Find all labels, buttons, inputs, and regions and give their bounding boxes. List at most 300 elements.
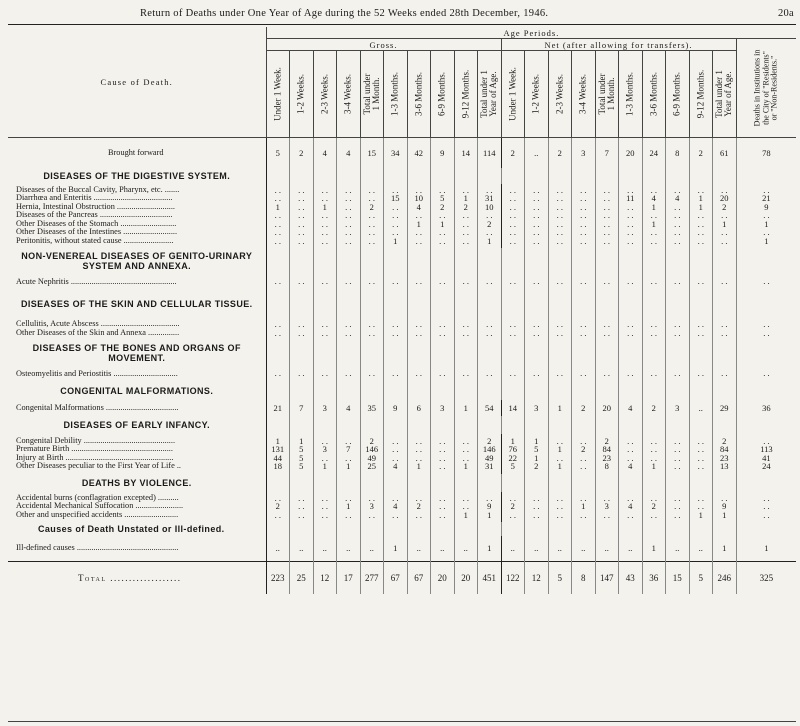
gross-column-header — [454, 51, 478, 138]
violence-labels — [8, 492, 266, 522]
empty-cell — [431, 416, 455, 434]
empty-marker: . . . . — [321, 319, 328, 338]
value-lines: . . . . . . . . — [439, 435, 446, 471]
empty-cell — [360, 474, 384, 492]
empty-cell — [548, 366, 572, 382]
empty-cell — [266, 474, 290, 492]
empty-marker: . . — [650, 368, 657, 379]
value-cell: 5 — [689, 562, 713, 594]
empty-cell — [266, 168, 290, 184]
empty-marker: . . — [533, 368, 540, 379]
empty-marker: . . — [627, 276, 634, 287]
value-cell: 36 — [642, 562, 666, 594]
value-lines: . . 1 . . — [580, 492, 587, 520]
empty-cell — [337, 382, 361, 400]
digestive-labels — [8, 184, 266, 248]
value-cell: .. — [454, 536, 478, 562]
value-cell — [501, 434, 525, 474]
empty-cell — [642, 340, 666, 366]
empty-marker: . . — [763, 276, 770, 287]
empty-cell — [360, 290, 384, 318]
column-header-label: 3-4 Weeks. — [342, 73, 353, 115]
value-cell: .. — [689, 536, 713, 562]
value-cell: 67 — [407, 562, 431, 594]
violence-labels-text: Accidental burns (conflagration excepted) .......... Accidental Mechanical Suffocation ....................... Other and unspecified accidents .......................... — [16, 492, 184, 519]
value-cell: 20 — [454, 562, 478, 594]
empty-cell — [360, 318, 384, 340]
empty-cell — [290, 274, 314, 290]
value-cell — [313, 492, 337, 522]
digestive-institutions — [736, 184, 796, 248]
empty-marker: . . — [650, 276, 657, 287]
value-lines: . . . . . . . . . . . . . . — [345, 185, 352, 246]
violence-institutions — [736, 492, 796, 522]
skin-labels-text: Cellulitis, Acute Abscess ...................................... Other Diseases of the Skin and Annexa ............... — [16, 319, 180, 337]
total-row — [8, 562, 796, 594]
empty-marker: . . — [697, 368, 704, 379]
value-lines: . . 1 . . — [345, 492, 352, 520]
empty-cell — [572, 290, 596, 318]
value-lines: . . 2 . . . . — [580, 435, 587, 471]
cause-of-death-header: Cause of Death. — [8, 27, 266, 138]
empty-cell — [384, 366, 408, 382]
empty-cell — [548, 474, 572, 492]
empty-cell — [407, 290, 431, 318]
empty-cell — [713, 474, 737, 492]
empty-cell — [689, 248, 713, 274]
empty-cell — [525, 382, 549, 400]
section-row — [8, 248, 796, 274]
empty-cell — [642, 290, 666, 318]
mortality-table — [8, 27, 796, 594]
empty-cell — [337, 340, 361, 366]
section-row — [8, 168, 796, 184]
value-cell — [572, 434, 596, 474]
value-cell — [689, 434, 713, 474]
empty-cell — [595, 274, 619, 290]
value-cell: 2 — [548, 138, 572, 168]
institutions-header-label: Deaths in Institutions in the City of "Residents" or "Non-Residents." — [752, 49, 779, 127]
empty-cell — [407, 382, 431, 400]
gross-column-header — [290, 51, 314, 138]
section-row — [8, 290, 796, 318]
value-cell: 2 — [642, 400, 666, 416]
empty-marker: . . — [345, 368, 352, 379]
empty-cell — [290, 416, 314, 434]
value-lines: . . . . 2 . . . . . . . . — [368, 185, 375, 246]
empty-cell — [501, 366, 525, 382]
value-cell: 122 — [501, 562, 525, 594]
value-cell — [266, 434, 290, 474]
value-lines: 1 131 44 18 — [271, 435, 285, 471]
empty-cell — [525, 474, 549, 492]
empty-cell — [431, 382, 455, 400]
empty-cell — [525, 290, 549, 318]
empty-marker: . . — [763, 368, 770, 379]
column-header-label: 9-12 Months. — [460, 69, 471, 119]
empty-marker: . . . . — [345, 319, 352, 338]
value-lines: . . 31 10 . . 2 . . 1 — [485, 185, 494, 246]
value-cell: 1 — [548, 400, 572, 416]
value-cell — [548, 492, 572, 522]
empty-marker: . . . . — [763, 319, 770, 338]
section-row — [8, 382, 796, 400]
empty-cell — [736, 318, 796, 340]
empty-marker: . . — [415, 276, 422, 287]
gross-column-header — [266, 51, 290, 138]
empty-cell — [384, 290, 408, 318]
net-column-header — [642, 51, 666, 138]
empty-cell — [384, 474, 408, 492]
empty-cell — [501, 168, 525, 184]
value-cell: .. — [431, 536, 455, 562]
value-cell — [337, 184, 361, 248]
value-cell — [313, 184, 337, 248]
value-cell — [478, 492, 502, 522]
value-lines: . . . . . . . . . . . . . . — [533, 185, 540, 246]
brought-forward-institutions: 78 — [736, 138, 796, 168]
value-cell — [360, 434, 384, 474]
empty-cell — [572, 366, 596, 382]
value-cell: 1 — [642, 536, 666, 562]
empty-marker: . . . . — [415, 319, 422, 338]
value-cell: 54 — [478, 400, 502, 416]
empty-cell — [713, 416, 737, 434]
empty-cell — [290, 474, 314, 492]
value-cell: 15 — [666, 562, 690, 594]
empty-cell — [619, 274, 643, 290]
value-lines: . . . . . . — [674, 492, 681, 520]
empty-cell — [642, 382, 666, 400]
gross-column-header — [478, 51, 502, 138]
empty-marker: . . . . — [556, 319, 563, 338]
empty-cell — [619, 168, 643, 184]
value-cell: 4 — [313, 138, 337, 168]
empty-marker: . . . . — [721, 319, 728, 338]
infancy-labels — [8, 434, 266, 474]
empty-cell — [313, 416, 337, 434]
empty-marker: . . . . — [627, 319, 634, 338]
value-cell: 35 — [360, 400, 384, 416]
value-cell — [290, 492, 314, 522]
empty-cell — [454, 382, 478, 400]
empty-cell — [266, 248, 290, 274]
value-cell: 3 — [572, 138, 596, 168]
empty-cell — [548, 340, 572, 366]
empty-cell — [525, 366, 549, 382]
empty-marker: . . . . — [274, 319, 281, 338]
empty-marker: . . . . — [580, 319, 587, 338]
empty-marker: . . — [274, 276, 281, 287]
empty-cell — [619, 340, 643, 366]
empty-marker: . . — [603, 368, 610, 379]
empty-cell — [548, 318, 572, 340]
empty-cell — [384, 416, 408, 434]
total-label — [8, 562, 266, 594]
empty-cell — [572, 416, 596, 434]
empty-marker: . . — [439, 368, 446, 379]
empty-cell — [713, 274, 737, 290]
empty-cell — [713, 168, 737, 184]
empty-cell — [525, 416, 549, 434]
empty-cell — [548, 522, 572, 536]
empty-cell — [666, 522, 690, 536]
empty-cell — [642, 522, 666, 536]
net-column-header — [525, 51, 549, 138]
value-lines: . . . . 1 — [462, 492, 469, 520]
empty-cell — [619, 290, 643, 318]
value-cell — [525, 434, 549, 474]
value-cell: .. — [313, 536, 337, 562]
empty-cell — [736, 290, 796, 318]
value-cell — [454, 492, 478, 522]
value-cell: 12 — [525, 562, 549, 594]
empty-cell — [736, 340, 796, 366]
value-cell: .. — [290, 536, 314, 562]
empty-cell — [713, 382, 737, 400]
value-cell: 61 — [713, 138, 737, 168]
empty-marker: . . — [345, 276, 352, 287]
empty-cell — [548, 248, 572, 274]
empty-cell — [619, 382, 643, 400]
empty-cell — [501, 416, 525, 434]
value-cell — [595, 184, 619, 248]
empty-cell — [501, 474, 525, 492]
value-cell: 6 — [407, 400, 431, 416]
value-lines: . . . . . . . . . . . . . . — [603, 185, 610, 246]
empty-cell — [266, 340, 290, 366]
empty-cell — [736, 366, 796, 382]
value-cell: 12 — [313, 562, 337, 594]
empty-cell — [572, 522, 596, 536]
gross-column-header — [337, 51, 361, 138]
column-header-label: 6-9 Months. — [671, 71, 682, 117]
empty-marker: . . — [462, 368, 469, 379]
empty-marker: . . . . — [603, 319, 610, 338]
column-header-label: 3-4 Weeks. — [577, 73, 588, 115]
empty-cell — [454, 318, 478, 340]
value-cell — [384, 184, 408, 248]
empty-cell — [290, 522, 314, 536]
net-column-header — [619, 51, 643, 138]
value-cell — [290, 434, 314, 474]
value-cell — [266, 492, 290, 522]
gross-column-header — [431, 51, 455, 138]
column-header-label: 2-3 Weeks. — [554, 73, 565, 115]
section-heading-violence: DEATHS BY VIOLENCE. — [81, 477, 192, 488]
empty-cell — [595, 340, 619, 366]
empty-cell — [384, 318, 408, 340]
empty-cell — [384, 274, 408, 290]
section-row — [8, 340, 796, 366]
value-cell: 14 — [501, 400, 525, 416]
empty-marker: . . — [368, 368, 375, 379]
value-cell — [407, 434, 431, 474]
empty-cell — [572, 248, 596, 274]
digestive-institutions-text: . . 21 9 . . 1 . . 1 — [762, 185, 771, 246]
table-row — [8, 274, 796, 290]
value-lines: . . . . . . . . . . . . . . — [556, 185, 563, 246]
empty-cell — [360, 416, 384, 434]
value-cell — [454, 184, 478, 248]
violence-institutions-text: . . . . . . — [763, 492, 770, 520]
table-row — [8, 366, 796, 382]
empty-marker: . . — [321, 368, 328, 379]
value-lines: . . . . . . . . — [674, 435, 681, 471]
value-cell: 277 — [360, 562, 384, 594]
page-header — [0, 6, 800, 22]
top-rule — [8, 24, 796, 25]
empty-cell — [478, 318, 502, 340]
empty-cell — [313, 340, 337, 366]
value-cell — [266, 184, 290, 248]
digestive-labels-text: Diseases of the Buccal Cavity, Pharynx, etc. ....... Diarrhœa and Enteritis ...................................... Hernia, Intestinal Obstruction ............................ Diseases of the Pancreas ................................... Other Diseases of the Stomach ........................... Other Diseases of the Intestines .......................... Peritonitis, without stated cause ........................ — [16, 185, 180, 245]
column-header-label: Under 1 Week. — [272, 67, 283, 121]
empty-cell — [407, 340, 431, 366]
value-cell — [407, 184, 431, 248]
empty-cell — [431, 474, 455, 492]
value-lines: . . . . . . — [556, 492, 563, 520]
table-body — [8, 138, 796, 594]
column-header-label: 1-3 Months. — [389, 71, 400, 117]
empty-marker: . . — [674, 276, 681, 287]
value-cell: 34 — [384, 138, 408, 168]
empty-cell — [548, 168, 572, 184]
total-institutions: 325 — [736, 562, 796, 594]
empty-cell — [501, 290, 525, 318]
empty-marker: . . . . — [697, 319, 704, 338]
empty-marker: . . — [580, 368, 587, 379]
empty-cell — [478, 248, 502, 274]
empty-cell — [290, 318, 314, 340]
value-lines: 1 76 22 5 — [508, 435, 517, 471]
empty-cell — [619, 318, 643, 340]
section-row — [8, 522, 796, 536]
empty-marker: . . — [721, 368, 728, 379]
value-cell: 223 — [266, 562, 290, 594]
empty-cell — [666, 290, 690, 318]
value-cell: 3 — [666, 400, 690, 416]
empty-marker: . . — [486, 368, 493, 379]
net-column-header — [501, 51, 525, 138]
empty-cell — [337, 274, 361, 290]
value-cell: 451 — [478, 562, 502, 594]
empty-marker: . . . . — [533, 319, 540, 338]
empty-cell — [595, 366, 619, 382]
value-cell — [548, 434, 572, 474]
acute-nephritis-label: Acute Nephritis ................................................... — [16, 276, 177, 286]
empty-cell — [337, 248, 361, 274]
empty-marker: . . — [580, 276, 587, 287]
empty-cell — [689, 274, 713, 290]
column-header-label: 3-6 Months. — [648, 71, 659, 117]
value-cell: .. — [548, 536, 572, 562]
empty-cell — [266, 274, 290, 290]
empty-cell — [666, 318, 690, 340]
value-cell — [595, 434, 619, 474]
value-cell: 114 — [478, 138, 502, 168]
empty-cell — [595, 168, 619, 184]
empty-cell — [290, 340, 314, 366]
empty-cell — [595, 318, 619, 340]
empty-cell — [290, 366, 314, 382]
value-cell — [313, 434, 337, 474]
empty-cell — [689, 366, 713, 382]
empty-cell — [595, 522, 619, 536]
empty-cell — [431, 248, 455, 274]
empty-cell — [642, 168, 666, 184]
net-column-header — [548, 51, 572, 138]
value-cell — [525, 492, 549, 522]
value-cell: 1 — [454, 400, 478, 416]
empty-cell — [572, 274, 596, 290]
empty-cell — [642, 248, 666, 274]
value-lines: . . . . . . . . . . . . . . — [298, 185, 305, 246]
empty-marker: . . . . — [509, 319, 516, 338]
value-cell — [619, 184, 643, 248]
congenital-institutions: 36 — [736, 400, 796, 416]
value-lines: . . 2 . . — [650, 492, 657, 520]
value-lines: . . 20 2 . . 1 . . . . — [720, 185, 729, 246]
empty-cell — [454, 522, 478, 536]
table-row — [8, 318, 796, 340]
empty-cell — [666, 274, 690, 290]
net-column-header — [666, 51, 690, 138]
empty-cell — [525, 522, 549, 536]
value-cell: .. — [619, 536, 643, 562]
empty-cell — [548, 274, 572, 290]
empty-cell — [431, 522, 455, 536]
empty-cell — [454, 416, 478, 434]
empty-marker: . . — [603, 276, 610, 287]
empty-cell — [736, 474, 796, 492]
value-cell: 4 — [619, 400, 643, 416]
value-cell: .. — [407, 536, 431, 562]
empty-cell — [290, 290, 314, 318]
value-cell: 2 — [501, 138, 525, 168]
empty-cell — [360, 340, 384, 366]
value-cell — [501, 184, 525, 248]
column-header-label: Total under 1 Year of Age. — [714, 70, 734, 118]
column-header-label: Total under 1 Year of Age. — [479, 70, 499, 118]
value-cell: .. — [525, 536, 549, 562]
empty-cell — [266, 416, 290, 434]
empty-marker: . . . . — [439, 319, 446, 338]
column-header-label: Under 1 Week. — [507, 67, 518, 121]
value-lines: 2 84 23 8 — [602, 435, 611, 471]
empty-cell — [384, 340, 408, 366]
empty-cell — [548, 382, 572, 400]
value-lines: . . 3 . . — [368, 492, 375, 520]
empty-cell — [525, 168, 549, 184]
value-lines: . . 11 . . . . . . . . . . — [626, 185, 635, 246]
empty-cell — [431, 340, 455, 366]
value-lines: . . . . . . — [533, 492, 540, 520]
empty-cell — [337, 416, 361, 434]
value-lines: 2 146 49 25 — [365, 435, 379, 471]
value-cell: .. — [525, 138, 549, 168]
gross-column-header — [360, 51, 384, 138]
value-lines: . . 3 . . — [603, 492, 610, 520]
empty-cell — [431, 318, 455, 340]
empty-cell — [290, 382, 314, 400]
table-row — [8, 536, 796, 562]
empty-marker: . . . . — [368, 319, 375, 338]
empty-cell — [360, 382, 384, 400]
value-cell — [619, 492, 643, 522]
value-cell: .. — [595, 536, 619, 562]
net-column-header — [689, 51, 713, 138]
